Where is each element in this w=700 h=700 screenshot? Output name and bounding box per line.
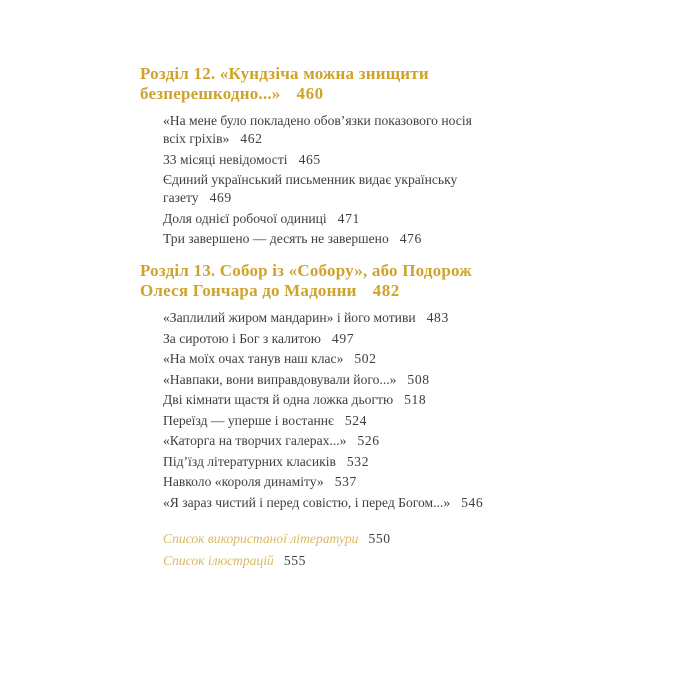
entry-page-number: 532 xyxy=(346,453,370,469)
entry-label: всіх гріхів» xyxy=(163,131,230,146)
entry-label: Доля однієї робочої одиниці xyxy=(163,210,327,226)
toc-entry xyxy=(163,171,530,207)
entry-label: «Я зараз чистий і перед совістю, і перед Богом...» xyxy=(163,494,451,510)
entry-label: газету xyxy=(163,190,199,205)
chapter-page-number: 460 xyxy=(296,84,324,103)
chapter-title-line: Розділ 12. «Кундзіча можна знищити xyxy=(140,64,429,83)
toc-entry xyxy=(163,112,530,148)
entry-page-number: 462 xyxy=(240,131,263,146)
entry-label: «На моїх очах танув наш клас» xyxy=(163,351,344,366)
entry-page-number: 476 xyxy=(399,231,422,246)
chapter-13-entries xyxy=(163,309,530,512)
toc-entry xyxy=(163,412,530,430)
entry-page-number: 524 xyxy=(344,412,368,428)
backmatter-label: Список використаної літератури xyxy=(163,530,359,546)
toc-entry xyxy=(163,432,530,450)
entry-page-number: 471 xyxy=(337,210,360,226)
entry-label: Переїзд — уперше і востаннє xyxy=(163,412,334,428)
toc-entry xyxy=(163,453,530,471)
entry-label: 33 місяці невідомості xyxy=(163,151,288,167)
entry-page-number: 465 xyxy=(298,151,321,167)
chapter-page-number: 482 xyxy=(372,281,400,300)
chapter-title-line: безперешкодно...» xyxy=(140,84,281,103)
chapter-title-line: Олеся Гончара до Мадонни xyxy=(140,281,357,300)
toc-entry xyxy=(163,309,530,327)
entry-label: Єдиний український письменник видає українську xyxy=(163,172,458,187)
entry-label: Навколо «короля динаміту» xyxy=(163,474,324,489)
entry-page-number: 537 xyxy=(334,474,357,489)
toc-entry xyxy=(163,330,530,348)
entry-label: Три завершено — десять не завершено xyxy=(163,231,389,246)
entry-page-number: 469 xyxy=(209,190,232,205)
entry-label: «Каторга на творчих галерах...» xyxy=(163,433,347,448)
toc-entry xyxy=(163,473,530,491)
toc-content xyxy=(140,64,530,572)
toc-entry xyxy=(163,350,530,368)
chapter-12-entries xyxy=(163,112,530,248)
entry-page-number: 526 xyxy=(357,433,380,448)
backmatter-page-number: 555 xyxy=(283,552,307,568)
toc-entry xyxy=(163,494,530,512)
toc-entry xyxy=(163,371,530,389)
entry-label: «Навпаки, вони виправдовували його...» xyxy=(163,371,397,387)
backmatter-page-number: 550 xyxy=(368,530,391,546)
toc-entry xyxy=(163,230,530,248)
entry-label: Під’їзд літературних класиків xyxy=(163,453,336,469)
backmatter-entry-bibliography xyxy=(163,528,530,550)
toc-entry xyxy=(163,210,530,228)
chapter-12-heading xyxy=(140,64,530,104)
entry-label: «Заплилий жиром мандарин» і його мотиви xyxy=(163,310,416,325)
entry-label: «На мене було покладено обов’язки показового носія xyxy=(163,113,472,128)
entry-page-number: 483 xyxy=(426,310,449,325)
chapter-13-heading xyxy=(140,261,530,301)
toc-entry xyxy=(163,391,530,409)
entry-page-number: 502 xyxy=(354,351,377,366)
backmatter-entry-illustrations xyxy=(163,550,530,572)
backmatter-section xyxy=(163,528,530,572)
toc-entry xyxy=(163,151,530,169)
entry-label: За сиротою і Бог з калитою xyxy=(163,330,321,346)
chapter-title-line: Розділ 13. Собор із «Собору», або Подорож xyxy=(140,261,472,280)
entry-page-number: 518 xyxy=(404,392,427,407)
entry-page-number: 546 xyxy=(461,494,484,510)
entry-label: Дві кімнати щастя й одна ложка дьогтю xyxy=(163,392,394,407)
entry-page-number: 508 xyxy=(407,371,430,387)
backmatter-label: Список ілюстрацій xyxy=(163,552,274,568)
entry-page-number: 497 xyxy=(331,330,355,346)
